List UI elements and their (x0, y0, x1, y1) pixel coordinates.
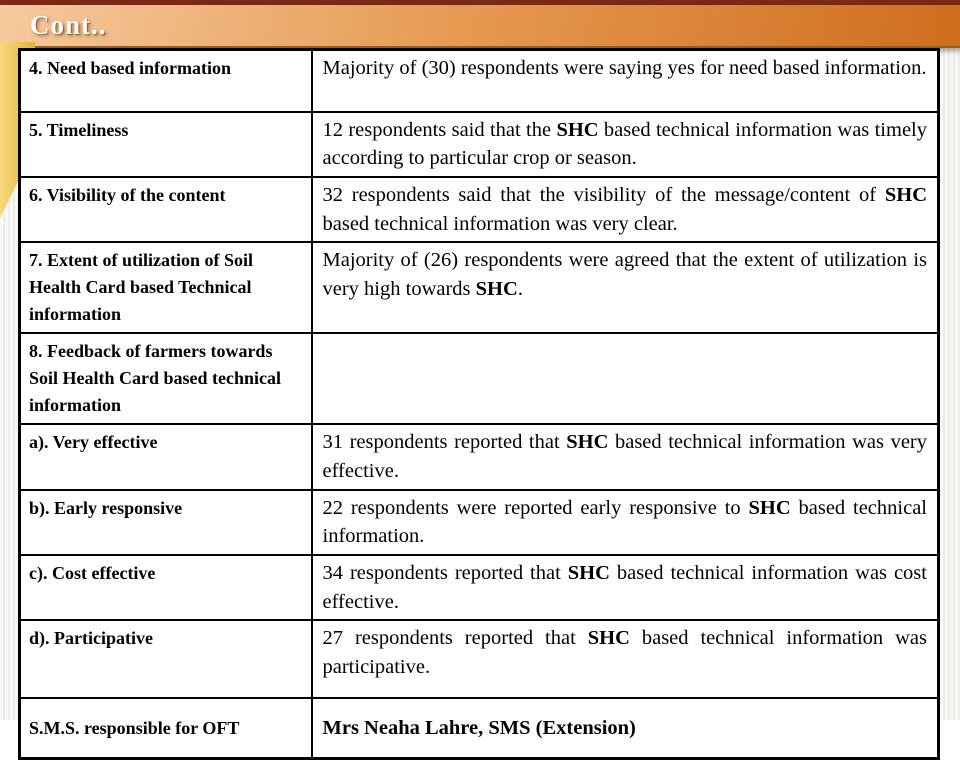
criterion-cell: 7. Extent of utilization of Soil Health Card based Technical information (20, 242, 312, 333)
criterion-cell: b). Early responsive (20, 490, 312, 555)
finding-text-bold: SHC (884, 183, 927, 206)
finding-text: Majority of (30) respondents were saying yes for need based information. (322, 57, 927, 79)
table-row (20, 620, 939, 698)
finding-text: 27 respondents reported that (322, 627, 588, 650)
finding-cell (312, 490, 939, 555)
criterion-cell: 6. Visibility of the content (20, 177, 312, 242)
table-row (20, 490, 939, 555)
finding-text-bold: SHC (748, 496, 791, 519)
finding-text: based technical information was cost effective. (322, 562, 927, 613)
finding-cell (312, 242, 939, 333)
slide-header-bar (0, 5, 960, 48)
table-row (20, 177, 939, 242)
criterion-cell: 5. Timeliness (20, 112, 312, 177)
table-row (20, 555, 939, 620)
table-row (20, 50, 939, 112)
slide-title: Cont.. (30, 10, 107, 40)
criterion-cell: 4. Need based information (20, 50, 312, 112)
finding-text: Majority of (26) respondents were agreed that the extent of utilization is very high towards (322, 249, 927, 300)
finding-text: . (517, 277, 523, 300)
finding-text-bold: SHC (587, 627, 630, 650)
criterion-cell: d). Participative (20, 620, 312, 698)
criterion-cell: S.M.S. responsible for OFT (20, 698, 312, 758)
finding-text: 22 respondents were reported early responsive to (322, 496, 749, 519)
finding-text-bold: SHC (566, 431, 609, 454)
table-row (20, 112, 939, 177)
finding-text: based technical information was very clear. (322, 212, 678, 235)
finding-text: based technical information. (322, 496, 927, 548)
finding-text: 34 respondents reported that (322, 562, 568, 584)
finding-cell (312, 50, 939, 112)
finding-text: based technical information was timely according to particular crop or season. (322, 118, 927, 170)
finding-text: based technical information was very effective. (322, 431, 928, 482)
table-row (20, 698, 939, 758)
table-row (20, 424, 939, 489)
finding-cell (312, 424, 939, 489)
results-table-body (20, 50, 939, 759)
finding-cell (312, 177, 939, 242)
finding-text-bold: SHC (556, 118, 599, 141)
finding-cell (312, 698, 939, 758)
finding-cell (312, 333, 939, 424)
results-table (18, 48, 940, 760)
finding-cell (312, 620, 939, 698)
finding-text: 31 respondents reported that (322, 431, 567, 454)
finding-text: based technical information was participative. (322, 627, 928, 679)
finding-cell (312, 555, 939, 620)
finding-cell (312, 112, 939, 177)
table-row (20, 333, 939, 424)
table-row (20, 242, 939, 333)
finding-text-bold: SHC (567, 562, 610, 584)
finding-text-bold: Mrs Neaha Lahre, SMS (Extension) (322, 716, 636, 739)
finding-text-bold: SHC (475, 277, 518, 300)
finding-text: 12 respondents said that the (322, 118, 557, 141)
finding-text: 32 respondents said that the visibility of the message/content of (322, 183, 885, 206)
criterion-cell: 8. Feedback of farmers towards Soil Health Card based technical information (20, 333, 312, 424)
criterion-cell: a). Very effective (20, 424, 312, 489)
criterion-cell: c). Cost effective (20, 555, 312, 620)
